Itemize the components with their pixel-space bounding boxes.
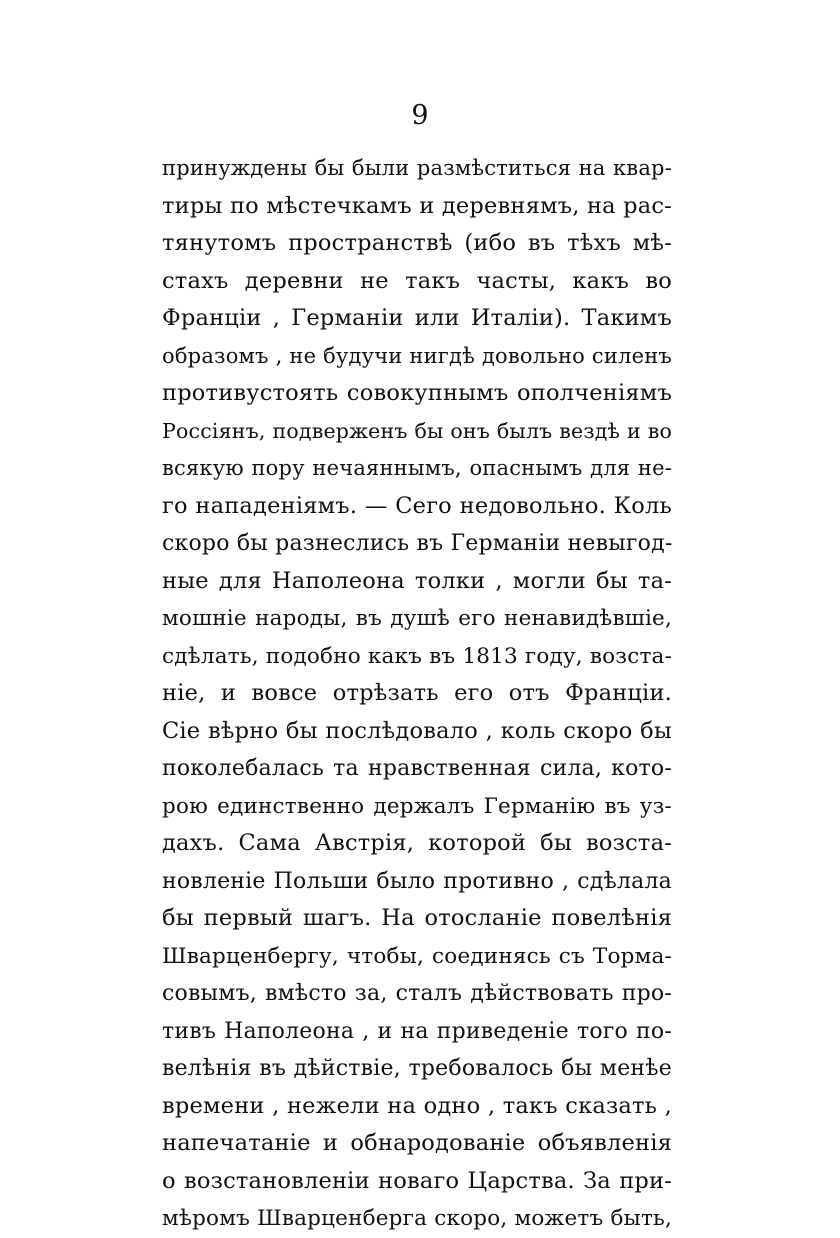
text-line: сдѣлать, подобно какъ въ 1813 году, возста- bbox=[162, 643, 673, 669]
text-line: мошніе народы, въ душѣ его ненавидѣвшіе, bbox=[162, 606, 672, 631]
text-line: о возстановленіи новаго Царства. За при- bbox=[162, 1167, 672, 1194]
text-line: противустоять совокупнымъ ополченіямъ bbox=[162, 380, 672, 406]
text-line: тиры по мѣстечкамъ и деревнямъ, на рас- bbox=[162, 192, 672, 219]
text-line: го нападеніямъ. — Сего недовольно. Коль bbox=[162, 492, 672, 519]
text-line: Франціи , Германіи или Италіи). Такимъ bbox=[162, 305, 672, 331]
text-line: Россіянъ, подверженъ бы онъ былъ вездѣ и во bbox=[162, 418, 672, 443]
text-line: ные для Наполеона толки , могли бы та- bbox=[162, 567, 672, 594]
text-line: бы первый шагъ. На отосланіе повелѣнія bbox=[162, 905, 672, 931]
text-line: всякую пору нечаяннымъ, опаснымъ для не- bbox=[162, 456, 672, 480]
text-line: новленіе Польши было противно , сдѣлала bbox=[162, 868, 672, 894]
text-line: совымъ, вмѣсто за, сталъ дѣйствовать про- bbox=[162, 981, 672, 1006]
page-number: 9 bbox=[411, 100, 429, 131]
text-line: рою единственно держалъ Германію въ уз- bbox=[162, 793, 672, 819]
text-line: стахъ деревни не такъ часты, какъ во bbox=[162, 267, 672, 294]
text-line: мѣромъ Шварценберга скоро, можетъ быть, bbox=[162, 1206, 672, 1231]
text-line: дахъ. Сама Австрія, которой бы возста- bbox=[162, 830, 672, 856]
text-line: принуждены бы были размѣститься на квар- bbox=[162, 156, 672, 180]
text-line: тивъ Наполеона , и на приведеніе того по- bbox=[162, 1018, 672, 1044]
body-text bbox=[162, 150, 672, 1238]
text-line: ніе, и вовсе отрѣзать его отъ Франціи. bbox=[162, 680, 672, 706]
text-line: напечатаніе и обнародованіе объявленія bbox=[162, 1130, 672, 1156]
text-line: скоро бы разнеслись въ Германіи невыгод- bbox=[162, 531, 673, 556]
text-line: времени , нежели на одно , такъ сказать , bbox=[162, 1092, 672, 1119]
text-line: тянутомъ пространствѣ (ибо въ тѣхъ мѣ- bbox=[162, 230, 672, 256]
text-line: Сіе вѣрно бы послѣдовало , коль скоро бы bbox=[162, 717, 672, 744]
text-line: велѣнія въ дѣйствіе, требовалось бы менѣе bbox=[162, 1056, 672, 1081]
text-line: Шварценбергу, чтобы, соединясь съ Торма- bbox=[162, 943, 672, 969]
text-line: образомъ , не будучи нигдѣ довольно силенъ bbox=[162, 343, 672, 368]
text-line: поколебалась та нравственная сила, кото- bbox=[162, 756, 672, 781]
